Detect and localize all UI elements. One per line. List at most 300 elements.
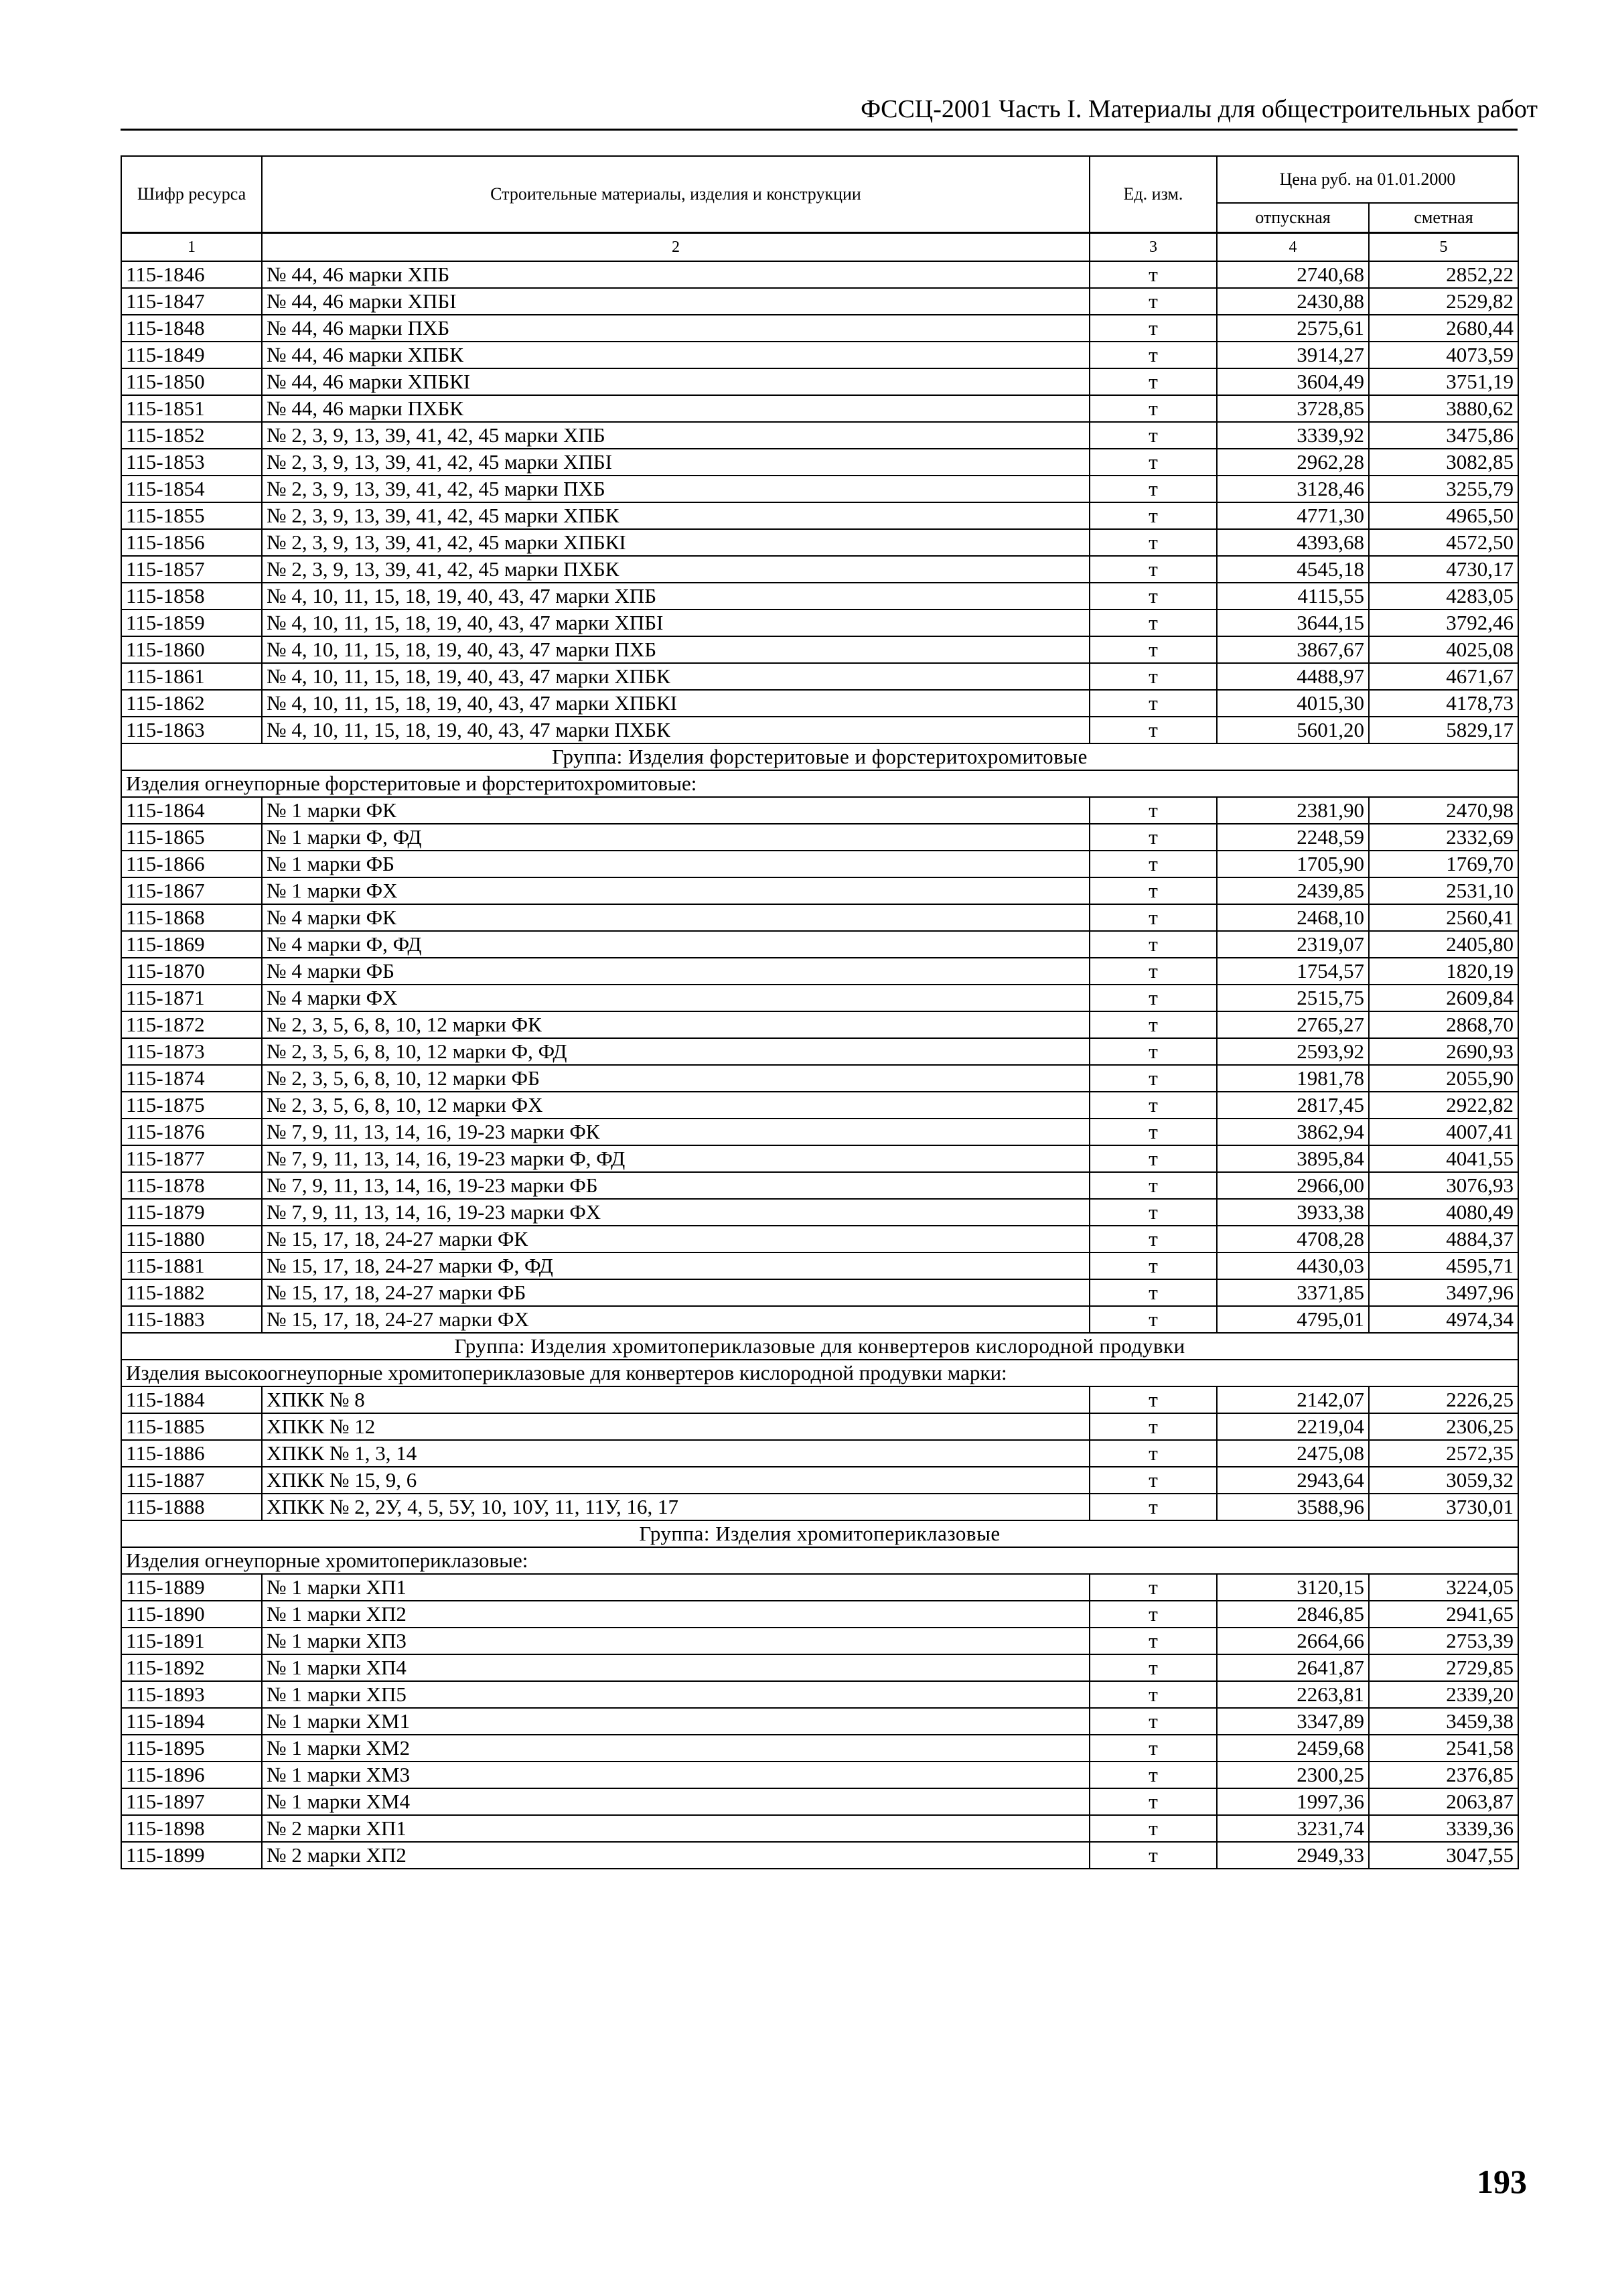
table-row	[121, 904, 1518, 931]
release-price-cell: 2142,07	[1217, 1386, 1369, 1413]
table-row	[121, 1172, 1518, 1199]
resource-code-cell: 115-1882	[121, 1279, 262, 1306]
material-name-cell: № 4 марки ФК	[262, 904, 1090, 931]
material-name-cell: № 1 марки ХМ4	[262, 1788, 1090, 1815]
material-name-cell: № 1 марки ХП5	[262, 1681, 1090, 1708]
release-price-cell: 3728,85	[1217, 395, 1369, 422]
material-name-cell: № 4, 10, 11, 15, 18, 19, 40, 43, 47 марки ХПБI	[262, 609, 1090, 636]
material-name-cell: № 4 марки ФХ	[262, 985, 1090, 1011]
release-price-cell: 3231,74	[1217, 1815, 1369, 1842]
resource-code-cell: 115-1881	[121, 1252, 262, 1279]
unit-cell: т	[1090, 395, 1217, 422]
resource-code-cell: 115-1874	[121, 1065, 262, 1092]
table-row	[121, 1788, 1518, 1815]
subgroup-title: Изделия высокоогнеупорные хромитопериклазовые для конвертеров кислородной продувки марки:	[121, 1360, 1518, 1386]
unit-cell: т	[1090, 1842, 1217, 1869]
table-row	[121, 663, 1518, 690]
table-row	[121, 1092, 1518, 1119]
resource-code-cell: 115-1889	[121, 1574, 262, 1601]
release-price-cell: 2593,92	[1217, 1038, 1369, 1065]
release-price-cell: 3588,96	[1217, 1494, 1369, 1520]
page-header-title: ФССЦ-2001 Часть I. Материалы для общестроительных работ	[861, 95, 1538, 123]
estimate-price-cell: 4007,41	[1369, 1119, 1518, 1145]
table-row	[121, 342, 1518, 368]
resource-code-cell: 115-1858	[121, 583, 262, 609]
resource-code-cell: 115-1875	[121, 1092, 262, 1119]
unit-cell: т	[1090, 1226, 1217, 1252]
material-name-cell: № 2 марки ХП1	[262, 1815, 1090, 1842]
release-price-cell: 3128,46	[1217, 476, 1369, 502]
unit-cell: т	[1090, 1574, 1217, 1601]
estimate-price-cell: 2572,35	[1369, 1440, 1518, 1467]
unit-cell: т	[1090, 851, 1217, 877]
release-price-cell: 2263,81	[1217, 1681, 1369, 1708]
table-row	[121, 1199, 1518, 1226]
resource-code-cell: 115-1877	[121, 1145, 262, 1172]
unit-cell: т	[1090, 1306, 1217, 1333]
release-price-cell: 3862,94	[1217, 1119, 1369, 1145]
unit-cell: т	[1090, 1386, 1217, 1413]
material-name-cell: № 44, 46 марки ХПБI	[262, 288, 1090, 315]
release-price-cell: 2430,88	[1217, 288, 1369, 315]
estimate-price-cell: 1769,70	[1369, 851, 1518, 877]
release-price-cell: 2740,68	[1217, 261, 1369, 288]
table-row	[121, 636, 1518, 663]
release-price-cell: 5601,20	[1217, 717, 1369, 743]
table-row	[121, 395, 1518, 422]
unit-cell: т	[1090, 1440, 1217, 1467]
material-name-cell: № 2 марки ХП2	[262, 1842, 1090, 1869]
unit-cell: т	[1090, 904, 1217, 931]
resource-code-cell: 115-1876	[121, 1119, 262, 1145]
material-name-cell: № 2, 3, 9, 13, 39, 41, 42, 45 марки ХПБК	[262, 502, 1090, 529]
material-name-cell: № 44, 46 марки ХПБК	[262, 342, 1090, 368]
estimate-price-cell: 4283,05	[1369, 583, 1518, 609]
material-name-cell: ХПКК № 12	[262, 1413, 1090, 1440]
resource-code-cell: 115-1848	[121, 315, 262, 342]
group-heading-row	[121, 1520, 1518, 1547]
material-name-cell: № 1 марки ХП4	[262, 1654, 1090, 1681]
unit-cell: т	[1090, 717, 1217, 743]
resource-code-cell: 115-1898	[121, 1815, 262, 1842]
table-row	[121, 1601, 1518, 1628]
table-row	[121, 422, 1518, 449]
unit-cell: т	[1090, 1252, 1217, 1279]
unit-cell: т	[1090, 690, 1217, 717]
estimate-price-cell: 4041,55	[1369, 1145, 1518, 1172]
material-name-cell: № 2, 3, 5, 6, 8, 10, 12 марки ФБ	[262, 1065, 1090, 1092]
material-name-cell: № 1 марки ХМ1	[262, 1708, 1090, 1735]
resource-code-cell: 115-1879	[121, 1199, 262, 1226]
release-price-cell: 3120,15	[1217, 1574, 1369, 1601]
resource-code-cell: 115-1849	[121, 342, 262, 368]
release-price-cell: 3347,89	[1217, 1708, 1369, 1735]
resource-code-cell: 115-1896	[121, 1762, 262, 1788]
table-row	[121, 1145, 1518, 1172]
release-price-cell: 2475,08	[1217, 1440, 1369, 1467]
estimate-price-cell: 4073,59	[1369, 342, 1518, 368]
material-name-cell: № 4, 10, 11, 15, 18, 19, 40, 43, 47 марки ПХБК	[262, 717, 1090, 743]
unit-cell: т	[1090, 1011, 1217, 1038]
col-number: 5	[1369, 233, 1518, 262]
table-row	[121, 449, 1518, 476]
estimate-price-cell: 4025,08	[1369, 636, 1518, 663]
unit-cell: т	[1090, 288, 1217, 315]
unit-cell: т	[1090, 449, 1217, 476]
estimate-price-cell: 4178,73	[1369, 690, 1518, 717]
estimate-price-cell: 2690,93	[1369, 1038, 1518, 1065]
table-row	[121, 1386, 1518, 1413]
table-row	[121, 1574, 1518, 1601]
table-row	[121, 851, 1518, 877]
resource-code-cell: 115-1854	[121, 476, 262, 502]
release-price-cell: 4115,55	[1217, 583, 1369, 609]
material-name-cell: № 1 марки ХМ3	[262, 1762, 1090, 1788]
estimate-price-cell: 2055,90	[1369, 1065, 1518, 1092]
release-price-cell: 2846,85	[1217, 1601, 1369, 1628]
material-name-cell: № 7, 9, 11, 13, 14, 16, 19-23 марки ФК	[262, 1119, 1090, 1145]
table-row	[121, 1440, 1518, 1467]
subgroup-row	[121, 770, 1518, 797]
material-name-cell: № 4, 10, 11, 15, 18, 19, 40, 43, 47 марки ХПБ	[262, 583, 1090, 609]
table-row	[121, 1628, 1518, 1654]
estimate-price-cell: 2941,65	[1369, 1601, 1518, 1628]
resource-code-cell: 115-1893	[121, 1681, 262, 1708]
release-price-cell: 2468,10	[1217, 904, 1369, 931]
resource-code-cell: 115-1866	[121, 851, 262, 877]
estimate-price-cell: 4974,34	[1369, 1306, 1518, 1333]
col-header-release: отпускная	[1217, 203, 1369, 233]
estimate-price-cell: 3751,19	[1369, 368, 1518, 395]
group-heading: Группа: Изделия форстеритовые и форстеритохромитовые	[121, 743, 1518, 770]
release-price-cell: 4430,03	[1217, 1252, 1369, 1279]
resource-code-cell: 115-1897	[121, 1788, 262, 1815]
release-price-cell: 2949,33	[1217, 1842, 1369, 1869]
material-name-cell: № 2, 3, 9, 13, 39, 41, 42, 45 марки ПХБК	[262, 556, 1090, 583]
unit-cell: т	[1090, 1038, 1217, 1065]
unit-cell: т	[1090, 1145, 1217, 1172]
unit-cell: т	[1090, 1467, 1217, 1494]
release-price-cell: 4393,68	[1217, 529, 1369, 556]
estimate-price-cell: 3339,36	[1369, 1815, 1518, 1842]
resource-code-cell: 115-1885	[121, 1413, 262, 1440]
release-price-cell: 4015,30	[1217, 690, 1369, 717]
release-price-cell: 2219,04	[1217, 1413, 1369, 1440]
resource-code-cell: 115-1857	[121, 556, 262, 583]
estimate-price-cell: 3047,55	[1369, 1842, 1518, 1869]
estimate-price-cell: 2529,82	[1369, 288, 1518, 315]
table-row	[121, 1306, 1518, 1333]
material-name-cell: № 1 марки ХП1	[262, 1574, 1090, 1601]
estimate-price-cell: 1820,19	[1369, 958, 1518, 985]
table-row	[121, 1065, 1518, 1092]
unit-cell: т	[1090, 663, 1217, 690]
release-price-cell: 4795,01	[1217, 1306, 1369, 1333]
estimate-price-cell: 2560,41	[1369, 904, 1518, 931]
col-header-name: Строительные материалы, изделия и конструкции	[262, 156, 1090, 233]
material-name-cell: № 4 марки Ф, ФД	[262, 931, 1090, 958]
table-row	[121, 1842, 1518, 1869]
estimate-price-cell: 4572,50	[1369, 529, 1518, 556]
col-header-unit: Ед. изм.	[1090, 156, 1217, 233]
table-row	[121, 476, 1518, 502]
table-row	[121, 529, 1518, 556]
unit-cell: т	[1090, 985, 1217, 1011]
estimate-price-cell: 3076,93	[1369, 1172, 1518, 1199]
material-name-cell: ХПКК № 8	[262, 1386, 1090, 1413]
unit-cell: т	[1090, 1601, 1217, 1628]
resource-code-cell: 115-1886	[121, 1440, 262, 1467]
resource-code-cell: 115-1899	[121, 1842, 262, 1869]
resource-code-cell: 115-1883	[121, 1306, 262, 1333]
estimate-price-cell: 3082,85	[1369, 449, 1518, 476]
table-row	[121, 931, 1518, 958]
estimate-price-cell: 4730,17	[1369, 556, 1518, 583]
release-price-cell: 3371,85	[1217, 1279, 1369, 1306]
table-row	[121, 1654, 1518, 1681]
unit-cell: т	[1090, 1735, 1217, 1762]
table-row	[121, 1735, 1518, 1762]
estimate-price-cell: 4671,67	[1369, 663, 1518, 690]
resource-code-cell: 115-1855	[121, 502, 262, 529]
material-name-cell: № 2, 3, 9, 13, 39, 41, 42, 45 марки ХПБ	[262, 422, 1090, 449]
release-price-cell: 4708,28	[1217, 1226, 1369, 1252]
unit-cell: т	[1090, 1628, 1217, 1654]
material-name-cell: № 7, 9, 11, 13, 14, 16, 19-23 марки ФБ	[262, 1172, 1090, 1199]
estimate-price-cell: 2852,22	[1369, 261, 1518, 288]
material-name-cell: ХПКК № 2, 2У, 4, 5, 5У, 10, 10У, 11, 11У, 16, 17	[262, 1494, 1090, 1520]
subgroup-title: Изделия огнеупорные хромитопериклазовые:	[121, 1547, 1518, 1574]
estimate-price-cell: 2063,87	[1369, 1788, 1518, 1815]
resource-code-cell: 115-1887	[121, 1467, 262, 1494]
material-name-cell: № 1 марки Ф, ФД	[262, 824, 1090, 851]
material-name-cell: № 44, 46 марки ПХБ	[262, 315, 1090, 342]
resource-code-cell: 115-1867	[121, 877, 262, 904]
material-name-cell: № 2, 3, 9, 13, 39, 41, 42, 45 марки ХПБI	[262, 449, 1090, 476]
price-table	[121, 155, 1519, 1869]
unit-cell: т	[1090, 476, 1217, 502]
resource-code-cell: 115-1851	[121, 395, 262, 422]
estimate-price-cell: 3224,05	[1369, 1574, 1518, 1601]
material-name-cell: № 2, 3, 9, 13, 39, 41, 42, 45 марки ХПБКI	[262, 529, 1090, 556]
resource-code-cell: 115-1860	[121, 636, 262, 663]
resource-code-cell: 115-1895	[121, 1735, 262, 1762]
unit-cell: т	[1090, 1708, 1217, 1735]
release-price-cell: 3339,92	[1217, 422, 1369, 449]
material-name-cell: № 15, 17, 18, 24-27 марки ФК	[262, 1226, 1090, 1252]
unit-cell: т	[1090, 368, 1217, 395]
unit-cell: т	[1090, 797, 1217, 824]
material-name-cell: № 15, 17, 18, 24-27 марки Ф, ФД	[262, 1252, 1090, 1279]
release-price-cell: 3644,15	[1217, 609, 1369, 636]
estimate-price-cell: 3459,38	[1369, 1708, 1518, 1735]
resource-code-cell: 115-1871	[121, 985, 262, 1011]
release-price-cell: 2300,25	[1217, 1762, 1369, 1788]
estimate-price-cell: 2922,82	[1369, 1092, 1518, 1119]
subgroup-row	[121, 1547, 1518, 1574]
table-row	[121, 690, 1518, 717]
resource-code-cell: 115-1890	[121, 1601, 262, 1628]
table-row	[121, 1494, 1518, 1520]
estimate-price-cell: 3255,79	[1369, 476, 1518, 502]
table-row	[121, 609, 1518, 636]
table-row	[121, 985, 1518, 1011]
unit-cell: т	[1090, 824, 1217, 851]
col-number: 4	[1217, 233, 1369, 262]
table-row	[121, 556, 1518, 583]
material-name-cell: № 4, 10, 11, 15, 18, 19, 40, 43, 47 марки ХПБК	[262, 663, 1090, 690]
estimate-price-cell: 3059,32	[1369, 1467, 1518, 1494]
table-row	[121, 288, 1518, 315]
resource-code-cell: 115-1864	[121, 797, 262, 824]
table-row	[121, 797, 1518, 824]
unit-cell: т	[1090, 1279, 1217, 1306]
material-name-cell: № 2, 3, 5, 6, 8, 10, 12 марки Ф, ФД	[262, 1038, 1090, 1065]
resource-code-cell: 115-1846	[121, 261, 262, 288]
release-price-cell: 1754,57	[1217, 958, 1369, 985]
unit-cell: т	[1090, 261, 1217, 288]
table-row	[121, 1467, 1518, 1494]
table-row	[121, 1038, 1518, 1065]
resource-code-cell: 115-1884	[121, 1386, 262, 1413]
unit-cell: т	[1090, 636, 1217, 663]
resource-code-cell: 115-1861	[121, 663, 262, 690]
resource-code-cell: 115-1852	[121, 422, 262, 449]
material-name-cell: № 2, 3, 9, 13, 39, 41, 42, 45 марки ПХБ	[262, 476, 1090, 502]
material-name-cell: № 1 марки ХМ2	[262, 1735, 1090, 1762]
resource-code-cell: 115-1869	[121, 931, 262, 958]
table-row	[121, 502, 1518, 529]
table-row	[121, 824, 1518, 851]
col-header-estimate: сметная	[1369, 203, 1518, 233]
unit-cell: т	[1090, 1172, 1217, 1199]
resource-code-cell: 115-1873	[121, 1038, 262, 1065]
material-name-cell: № 44, 46 марки ХПБКI	[262, 368, 1090, 395]
col-header-price: Цена руб. на 01.01.2000	[1217, 156, 1518, 203]
group-heading: Группа: Изделия хромитопериклазовые	[121, 1520, 1518, 1547]
resource-code-cell: 115-1870	[121, 958, 262, 985]
unit-cell: т	[1090, 877, 1217, 904]
unit-cell: т	[1090, 958, 1217, 985]
estimate-price-cell: 4595,71	[1369, 1252, 1518, 1279]
resource-code-cell: 115-1856	[121, 529, 262, 556]
material-name-cell: № 4, 10, 11, 15, 18, 19, 40, 43, 47 марки ПХБ	[262, 636, 1090, 663]
release-price-cell: 2765,27	[1217, 1011, 1369, 1038]
group-heading-row	[121, 743, 1518, 770]
unit-cell: т	[1090, 1199, 1217, 1226]
release-price-cell: 2439,85	[1217, 877, 1369, 904]
table-row	[121, 1279, 1518, 1306]
header-rule	[121, 129, 1518, 131]
material-name-cell: № 2, 3, 5, 6, 8, 10, 12 марки ФХ	[262, 1092, 1090, 1119]
material-name-cell: № 4, 10, 11, 15, 18, 19, 40, 43, 47 марки ХПБКI	[262, 690, 1090, 717]
release-price-cell: 4488,97	[1217, 663, 1369, 690]
col-number: 2	[262, 233, 1090, 262]
estimate-price-cell: 4080,49	[1369, 1199, 1518, 1226]
table-row	[121, 877, 1518, 904]
unit-cell: т	[1090, 529, 1217, 556]
release-price-cell: 2641,87	[1217, 1654, 1369, 1681]
table-row	[121, 1681, 1518, 1708]
material-name-cell: № 1 марки ХП2	[262, 1601, 1090, 1628]
release-price-cell: 3914,27	[1217, 342, 1369, 368]
unit-cell: т	[1090, 1681, 1217, 1708]
unit-cell: т	[1090, 556, 1217, 583]
release-price-cell: 2381,90	[1217, 797, 1369, 824]
estimate-price-cell: 2729,85	[1369, 1654, 1518, 1681]
estimate-price-cell: 2332,69	[1369, 824, 1518, 851]
unit-cell: т	[1090, 1654, 1217, 1681]
material-name-cell: № 1 марки ФХ	[262, 877, 1090, 904]
release-price-cell: 3895,84	[1217, 1145, 1369, 1172]
table-row	[121, 1011, 1518, 1038]
material-name-cell: № 2, 3, 5, 6, 8, 10, 12 марки ФК	[262, 1011, 1090, 1038]
release-price-cell: 2966,00	[1217, 1172, 1369, 1199]
release-price-cell: 2817,45	[1217, 1092, 1369, 1119]
group-heading: Группа: Изделия хромитопериклазовые для конвертеров кислородной продувки	[121, 1333, 1518, 1360]
page-number: 193	[1477, 2163, 1527, 2200]
resource-code-cell: 115-1847	[121, 288, 262, 315]
estimate-price-cell: 4965,50	[1369, 502, 1518, 529]
material-name-cell: № 15, 17, 18, 24-27 марки ФБ	[262, 1279, 1090, 1306]
unit-cell: т	[1090, 583, 1217, 609]
resource-code-cell: 115-1878	[121, 1172, 262, 1199]
table-row	[121, 583, 1518, 609]
estimate-price-cell: 4884,37	[1369, 1226, 1518, 1252]
resource-code-cell: 115-1872	[121, 1011, 262, 1038]
estimate-price-cell: 3730,01	[1369, 1494, 1518, 1520]
material-name-cell: № 7, 9, 11, 13, 14, 16, 19-23 марки Ф, ФД	[262, 1145, 1090, 1172]
estimate-price-cell: 3497,96	[1369, 1279, 1518, 1306]
col-number: 1	[121, 233, 262, 262]
material-name-cell: ХПКК № 15, 9, 6	[262, 1467, 1090, 1494]
estimate-price-cell: 3880,62	[1369, 395, 1518, 422]
col-header-code: Шифр ресурса	[121, 156, 262, 233]
estimate-price-cell: 2680,44	[1369, 315, 1518, 342]
release-price-cell: 2459,68	[1217, 1735, 1369, 1762]
resource-code-cell: 115-1891	[121, 1628, 262, 1654]
resource-code-cell: 115-1892	[121, 1654, 262, 1681]
release-price-cell: 2664,66	[1217, 1628, 1369, 1654]
table-row	[121, 368, 1518, 395]
release-price-cell: 4771,30	[1217, 502, 1369, 529]
resource-code-cell: 115-1894	[121, 1708, 262, 1735]
unit-cell: т	[1090, 931, 1217, 958]
unit-cell: т	[1090, 315, 1217, 342]
table-row	[121, 1413, 1518, 1440]
resource-code-cell: 115-1862	[121, 690, 262, 717]
estimate-price-cell: 2405,80	[1369, 931, 1518, 958]
table-header	[121, 156, 1518, 261]
material-name-cell: № 44, 46 марки ПХБК	[262, 395, 1090, 422]
material-name-cell: ХПКК № 1, 3, 14	[262, 1440, 1090, 1467]
release-price-cell: 3933,38	[1217, 1199, 1369, 1226]
table-row	[121, 1119, 1518, 1145]
unit-cell: т	[1090, 1065, 1217, 1092]
material-name-cell: № 7, 9, 11, 13, 14, 16, 19-23 марки ФХ	[262, 1199, 1090, 1226]
unit-cell: т	[1090, 609, 1217, 636]
release-price-cell: 2575,61	[1217, 315, 1369, 342]
table-row	[121, 261, 1518, 288]
table-row	[121, 315, 1518, 342]
unit-cell: т	[1090, 342, 1217, 368]
resource-code-cell: 115-1859	[121, 609, 262, 636]
material-name-cell: № 1 марки ХП3	[262, 1628, 1090, 1654]
material-name-cell: № 44, 46 марки ХПБ	[262, 261, 1090, 288]
release-price-cell: 1981,78	[1217, 1065, 1369, 1092]
release-price-cell: 4545,18	[1217, 556, 1369, 583]
estimate-price-cell: 3792,46	[1369, 609, 1518, 636]
